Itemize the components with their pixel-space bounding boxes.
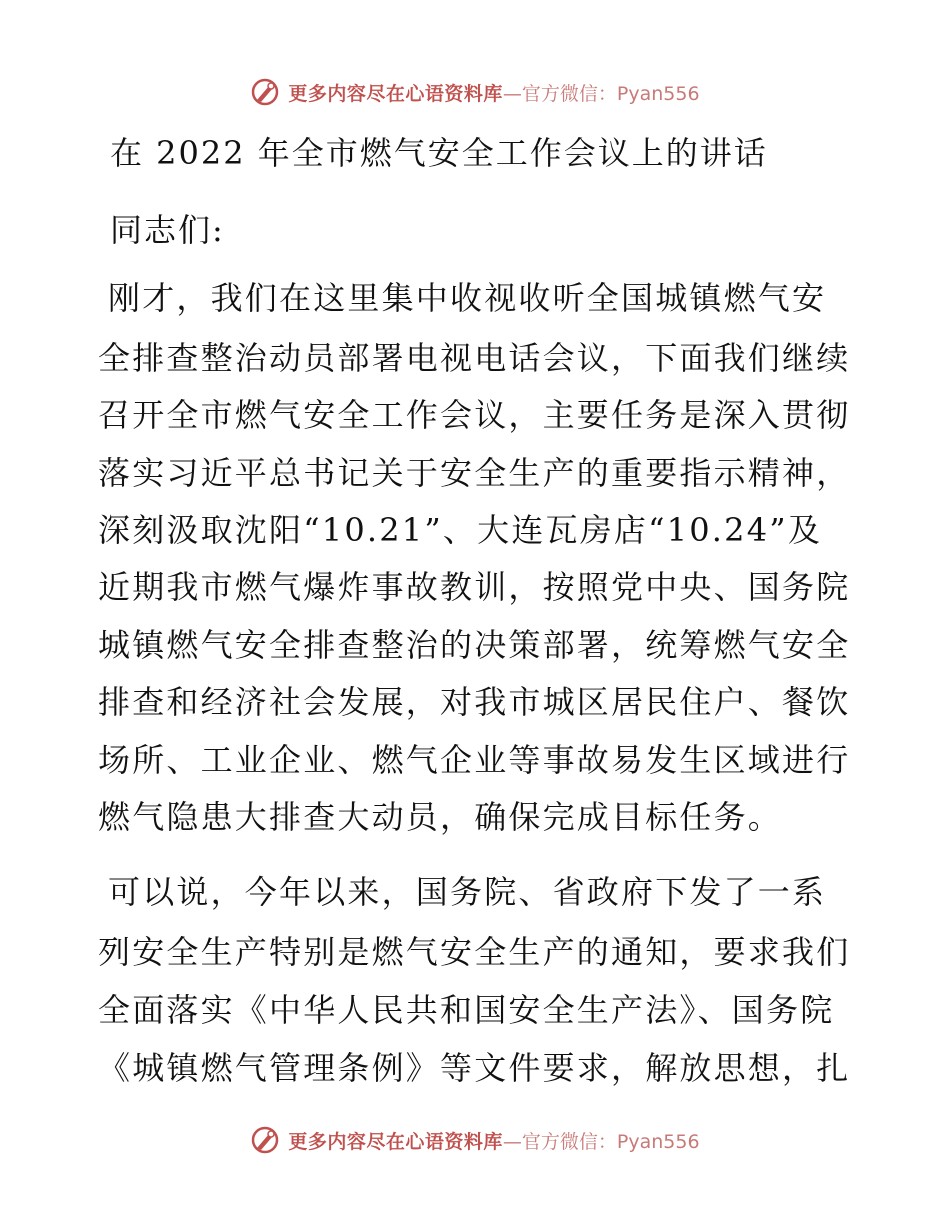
paragraph-line: 落实习近平总书记关于安全生产的重要指示精神， bbox=[98, 454, 851, 492]
watermark-sub-text: —官方微信：Pyan556 bbox=[502, 82, 700, 105]
paragraph-line: 全排查整治动员部署电视电话会议，下面我们继续 bbox=[98, 339, 851, 377]
paragraph-line: 深刻汲取沈阳“10.21”、大连瓦房店“10.24”及 bbox=[98, 511, 823, 549]
header-watermark bbox=[0, 72, 950, 112]
paragraph-line: 场所、工业企业、燃气企业等事故易发生区域进行 bbox=[98, 741, 851, 779]
watermark-sub-text: —官方微信：Pyan556 bbox=[502, 1130, 700, 1153]
watermark-main-text: 更多内容尽在心语资料库 bbox=[288, 1130, 503, 1153]
paragraph-line: 刚才，我们在这里集中收视收听全国城镇燃气安 bbox=[108, 279, 827, 317]
paragraph-line: 排查和经济社会发展，对我市城区居民住户、餐饮 bbox=[98, 683, 851, 721]
footer-watermark bbox=[0, 1120, 950, 1160]
paragraph-line: 《城镇燃气管理条例》等文件要求，解放思想，扎 bbox=[98, 1049, 851, 1087]
greeting: 同志们: bbox=[110, 211, 225, 249]
paragraph-line: 召开全市燃气安全工作会议，主要任务是深入贯彻 bbox=[98, 396, 851, 434]
watermark-main-text: 更多内容尽在心语资料库 bbox=[288, 82, 503, 105]
pen-logo-icon bbox=[250, 1125, 280, 1155]
paragraph-line: 燃气隐患大排查大动员，确保完成目标任务。 bbox=[98, 798, 783, 836]
paragraph-line: 列安全生产特别是燃气安全生产的通知，要求我们 bbox=[98, 933, 851, 971]
paragraph-line: 近期我市燃气爆炸事故教训，按照党中央、国务院 bbox=[98, 568, 851, 606]
paragraph-line: 城镇燃气安全排查整治的决策部署，统筹燃气安全 bbox=[98, 626, 851, 664]
document-title: 在 2022 年全市燃气安全工作会议上的讲话 bbox=[110, 134, 768, 172]
pen-logo-icon bbox=[250, 77, 280, 107]
paragraph-line: 全面落实《中华人民共和国安全生产法》、国务院 bbox=[98, 991, 835, 1029]
paragraph-line: 可以说，今年以来，国务院、省政府下发了一系 bbox=[108, 873, 827, 911]
